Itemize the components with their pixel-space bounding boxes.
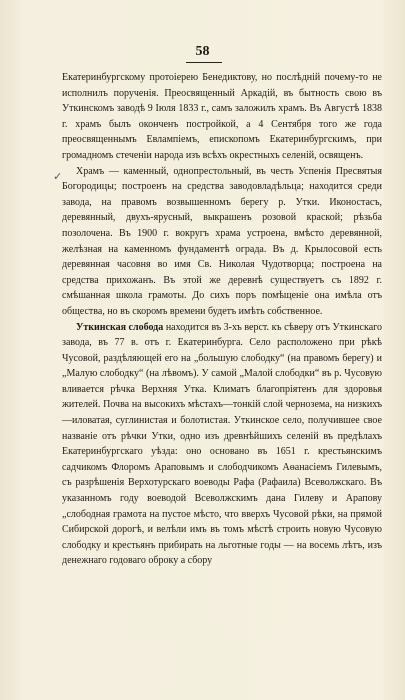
page-number: 58 bbox=[195, 44, 210, 59]
check-mark-icon: ✓ bbox=[53, 171, 63, 183]
paragraph-1: Екатеринбургскому протоіерею Бенедиктову, но послѣдній почему-то не исполнилъ порученія. Преосвященный Аркадій, въ бытность свою въ Уткинскомъ заводѣ 9 Іюля 1833 г., самъ заложилъ храмъ. Въ Августѣ 1838 г. храмъ былъ оконченъ постройкой, а 4 Сентября того же года преосвященнымъ Евлампіемъ, епископомъ Екатеринбургскимъ, при громадномъ стеченіи народа изъ всѣхъ окрестныхъ селеній, освященъ. bbox=[62, 72, 382, 161]
paragraph-3 bbox=[62, 320, 382, 570]
paragraph-2: Храмъ — каменный, однопрестольный, въ честь Успенія Пресвятыя Богородицы; построенъ на средства заводовладѣльца; находится среди завода, на правомъ возвышенномъ берегу р. Утки. Иконостасъ, деревянный, двухъ-ярусный, выкрашенъ розовой краской; рѣзьба позолочена. Въ 1900 г. вокругъ храма устроена, вмѣсто деревянной, желѣзная на каменномъ фундаментѣ ограда. Въ д. Крылосовой есть деревянная часовня во имя Св. Николая Чудотворца; построена на средства прихожанъ. Въ этой же деревнѣ существуетъ съ 1892 г. смѣшанная школа грамоты. До сихъ поръ помѣщеніе она имѣла отъ общества, но въ скоромъ времени будетъ имѣть собственное. bbox=[62, 165, 382, 317]
header-rule bbox=[186, 62, 222, 63]
paragraph-3-heading: Уткинская слобода bbox=[76, 321, 164, 333]
paragraph-3-text: находится въ 3-хъ верст. къ сѣверу отъ Уткинскаго завода, въ 77 в. отъ г. Екатеринбурга. Село расположено при рѣкѣ Чусовой, раздѣляющей его на „большую слободку“ (на правомъ берегу) и „Малую слободку“ (на лѣвомъ). У самой „Малой слободки“ въ р. Чусовую вливается рѣчка Верхняя Утка. Климатъ благопріятенъ для здоровья жителей. Почва на высокихъ мѣстахъ—тонкій слой чернозема, на низкихъ—иловатая, суглинистая и болотистая. Уткинское село, получившее свое названіе отъ рѣчки Утки, одно изъ древнѣйшихъ селеній въ предѣлахъ Екатеринбургскаго уѣзда: оно основано въ 1651 г. крестьянскимъ садчикомъ Флоромъ Араповымъ и слободчикомъ Аѳанасіемъ Гилевымъ, съ разрѣшенія Верхотурскаго воеводы Рафа (Рафаила) Всеволжскаго. Въ указанномъ году воеводой Всеволжскимъ дана Гилеву и Арапову „слободная грамота на пустое мѣсто, что вверхъ Чусовой рѣки, на прямой Сибирской дорогѣ, и велѣли имъ въ томъ мѣстѣ строить новую Чусовую слободку и крестьянъ прибирать на льготные годы — на восемь лѣтъ, изъ денежнаго годоваго оброку а сбору bbox=[62, 321, 382, 567]
body-text bbox=[62, 70, 382, 569]
